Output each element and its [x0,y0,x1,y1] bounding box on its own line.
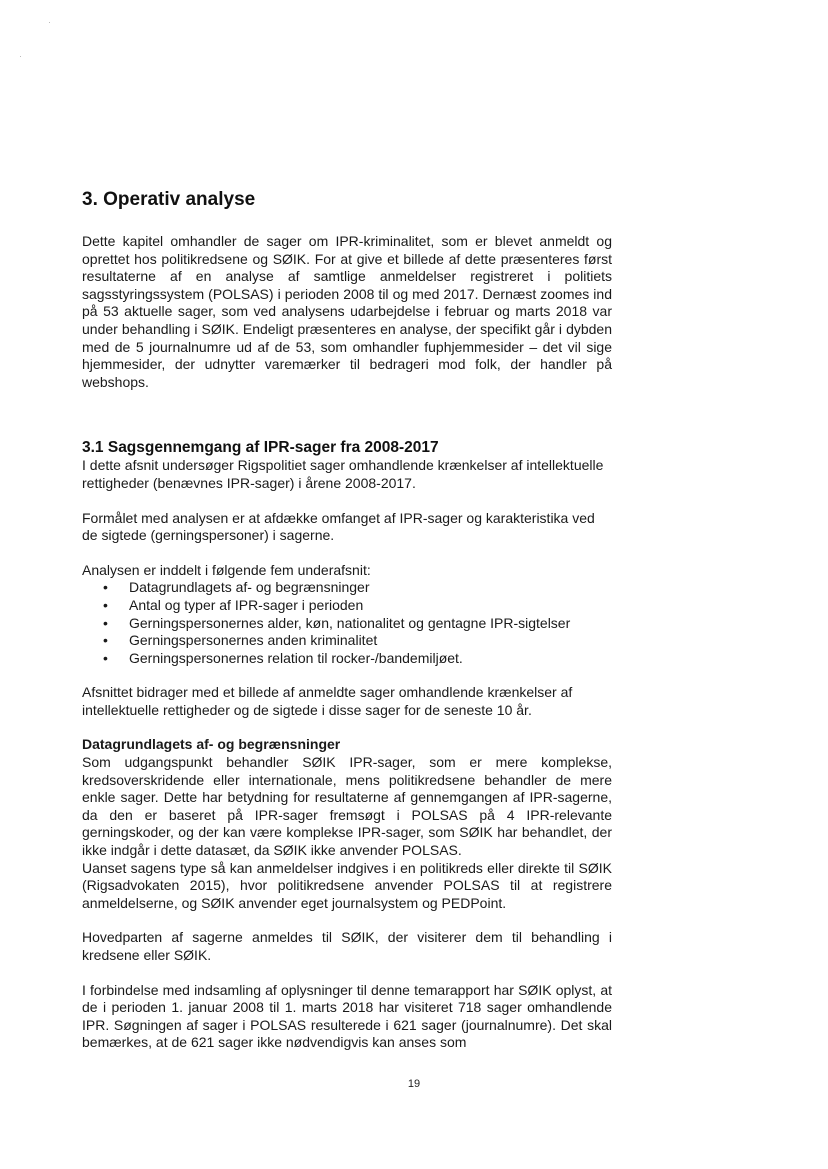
section-paragraph-3: Afsnittet bidrager med et billede af anmeldte sager omhandlende krænkelser af intellektuelle rettigheder og de sigtede i disse sager for de seneste 10 år. [82,684,573,718]
list-item: • Datagrundlagets af- og begrænsninger [103,579,370,596]
subsection-list [82,579,612,667]
chapter-intro: Dette kapitel omhandler de sager om IPR-kriminalitet, som er blevet anmeldt og oprettet hos politikredsene og SØIK. For at give et billede af dette præsenteres først resultaterne af en analyse af samtlige anmeldelser registreret i politiets sagsstyringssystem (POLSAS) i perioden 2008 til og med 2017. Dernæst zoomes ind på 53 aktuelle sager, som ved analysens udarbejdelse i februar og marts 2018 var under behandling i SØIK. Endeligt præsenteres en analyse, der specifikt går i dybden med de 5 journalnumre ud af de 53, som omhandler fuphjemmesider – det vil sige hjemmesider, der udnytter varemærker til bedrageri mod folk, der handler på webshops. [82,233,612,390]
list-item: • Gerningspersonernes relation til rocker-/bandemiljøet. [103,649,463,666]
page-number: 19 [407,1078,421,1090]
bullet-icon: • [103,579,108,596]
scan-speck [20,56,21,57]
bullet-icon: • [103,596,108,613]
subsection-paragraph-2: Uanset sagens type så kan anmeldelser indgives i en politikreds eller direkte til SØIK (Rigsadvokaten 2015), hvor politikredsene anvender POLSAS til at registrere anmeldelserne, og SØIK anvender eget journalsystem og PEDPoint. [82,859,612,911]
chapter-title: 3. Operativ analyse [82,189,256,210]
list-item: • Gerningspersonernes alder, køn, nationalitet og gentagne IPR-sigtelser [103,614,571,631]
bullet-icon: • [103,614,108,631]
subsection-paragraph-4: I forbindelse med indsamling af oplysninger til denne temarapport har SØIK oplyst, at de i perioden 1. januar 2008 til 1. marts 2018 har visiteret 718 sager omhandlende IPR. Søgningen af sager i POLSAS resulterede i 621 sager (journalnumre). Det skal bemærkes, at de 621 sager ikke nødvendigvis kan anses som [82,981,612,1051]
bullet-icon: • [103,649,108,666]
page-content [82,188,612,1052]
bullet-icon: • [103,632,108,649]
section-paragraph-1: I dette afsnit undersøger Rigspolitiet sager omhandlende krænkelser af intellektuelle rettigheder (benævnes IPR-sager) i årene 2008-2017. [82,457,604,491]
section-paragraph-2: Formålet med analysen er at afdække omfanget af IPR-sager og karakteristika ved de sigtede (gerningspersoner) i sagerne. [82,509,595,544]
section-title: 3.1 Sagsgennemgang af IPR-sager fra 2008-2017 [82,439,439,457]
list-item: • Gerningspersonernes anden kriminalitet [103,632,378,649]
list-intro: Analysen er inddelt i følgende fem underafsnit: [82,561,371,578]
subsection-paragraph-1: Som udgangspunkt behandler SØIK IPR-sager, som er mere komplekse, kredsoverskridende eller internationale, mens politikredsene behandler de mere enkle sager. Dette har betydning for resultaterne af gennemgangen af IPR-sagerne, da den er baseret på IPR-sager fremsøgt i POLSAS på 4 IPR-relevante gerningskoder, og der kan være komplekse IPR-sager, som SØIK har behandlet, der ikke indgår i dette datasæt, da SØIK ikke anvender POLSAS. [82,754,612,859]
scan-speck [49,22,50,23]
subsection-title: Datagrundlagets af- og begrænsninger [82,736,341,753]
subsection-paragraph-3: Hovedparten af sagerne anmeldes til SØIK, der visiterer dem til behandling i kredsene eller SØIK. [82,929,612,963]
list-item: • Antal og typer af IPR-sager i perioden [103,596,364,613]
